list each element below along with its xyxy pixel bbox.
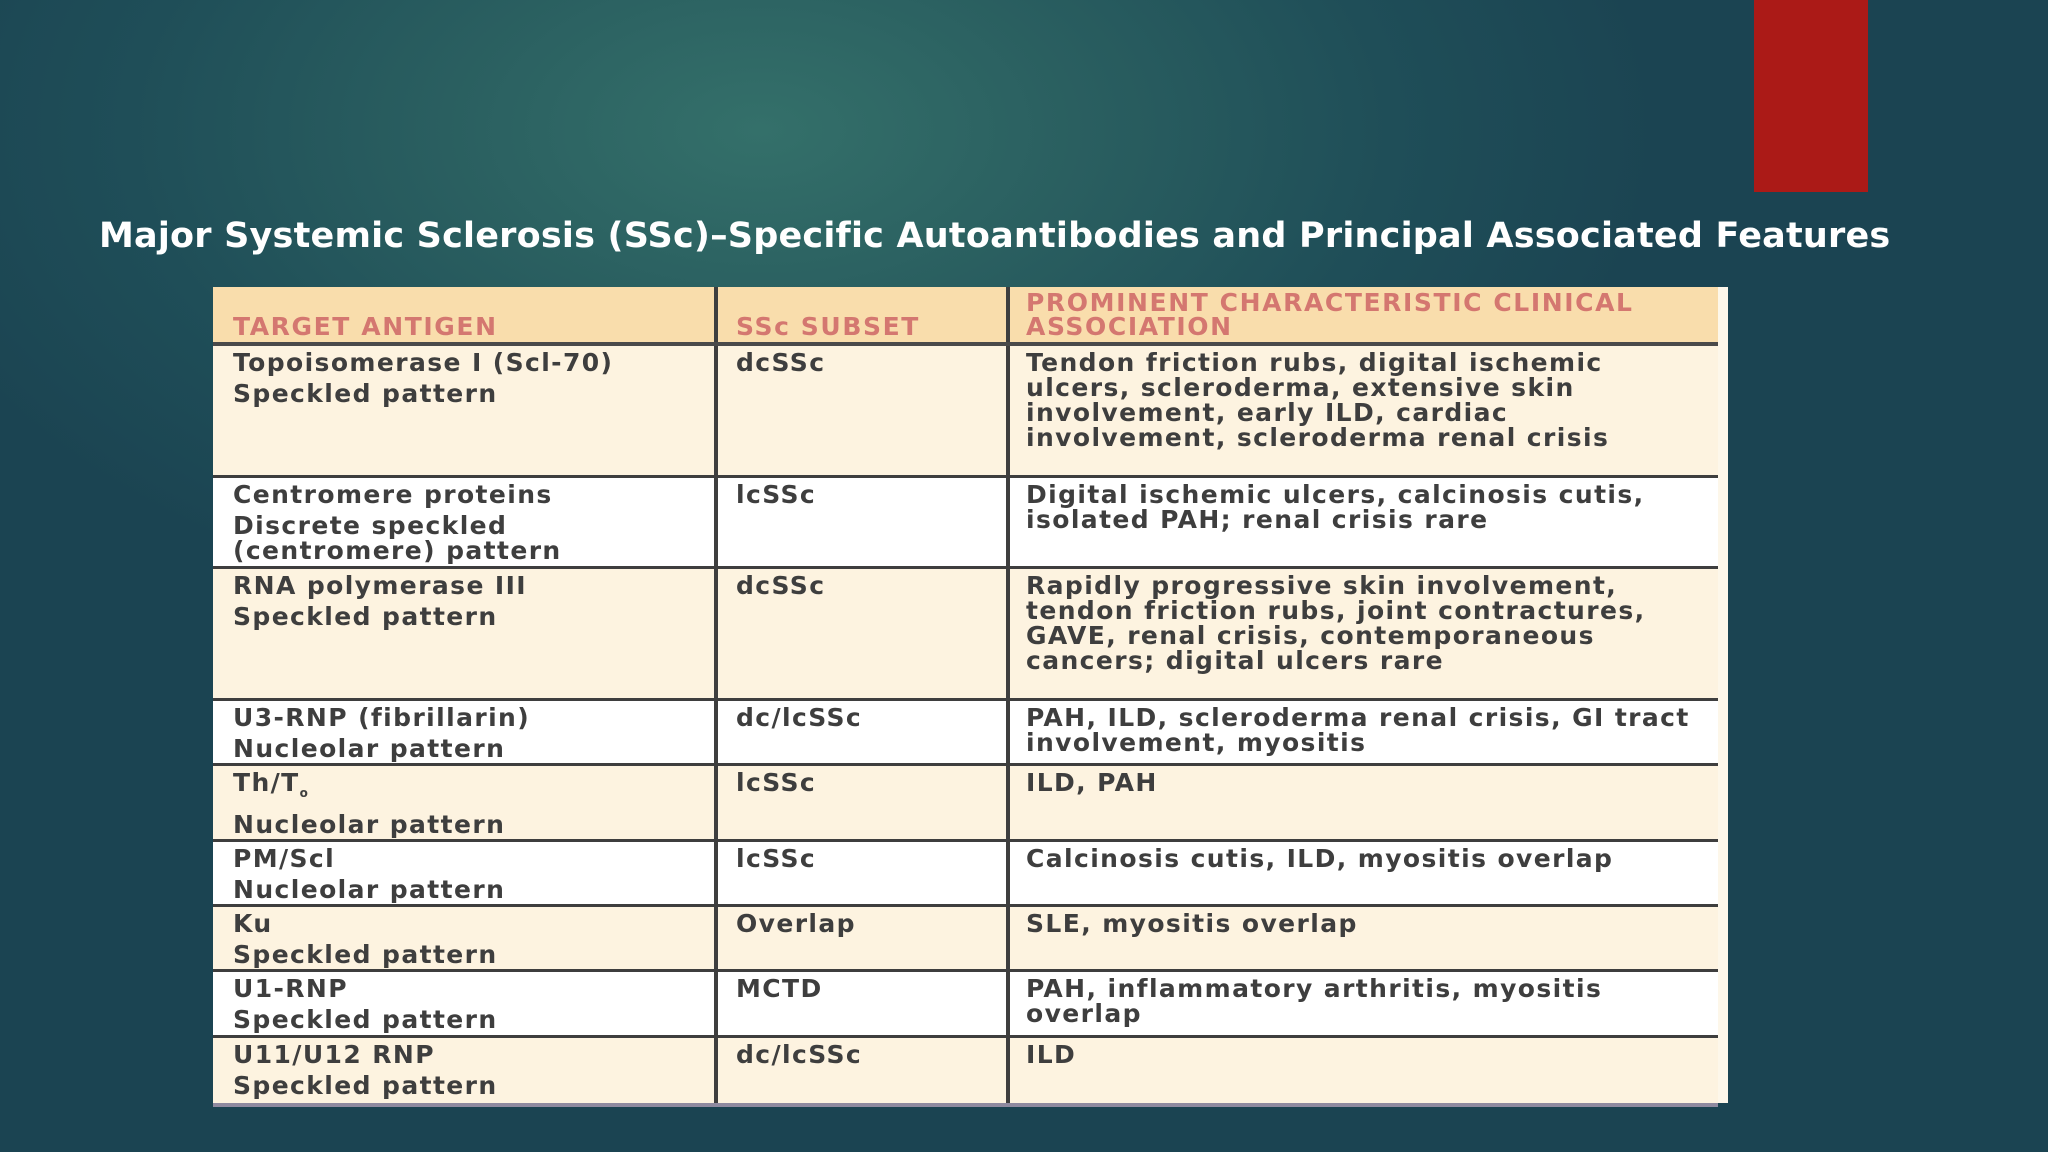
table-row (213, 764, 1718, 840)
cell-association: Rapidly progressive skin involvement, tendon friction rubs, joint contractures, GAVE, renal crisis, contemporaneous cancers; digital ulcers rare (1008, 567, 1718, 699)
table-row (213, 699, 1718, 764)
antigen-name: U1-RNP (233, 973, 348, 1003)
accent-rectangle (1754, 0, 1868, 192)
table-row (213, 970, 1718, 1036)
cell-subset: dcSSc (716, 344, 1008, 476)
antigen-name: U11/U12 RNP (233, 1039, 435, 1069)
cell-subset: lcSSc (716, 764, 1008, 840)
antigen-pattern: Discrete speckled (centromere) pattern (233, 510, 562, 565)
antigen-name: Topoisomerase I (Scl-70) (233, 348, 614, 377)
table-row (213, 567, 1718, 699)
header-clinical-association: PROMINENT CHARACTERISTIC CLINICAL ASSOCIATION (1008, 287, 1718, 344)
cell-antigen (213, 905, 716, 970)
antigen-name: PM/Scl (233, 843, 336, 873)
cell-association: PAH, ILD, scleroderma renal crisis, GI tract involvement, myositis (1008, 699, 1718, 764)
antigen-subscript: o (299, 785, 310, 800)
antigen-pattern: Speckled pattern (233, 1004, 498, 1034)
table-row (213, 344, 1718, 476)
cell-association: Digital ischemic ulcers, calcinosis cutis, isolated PAH; renal crisis rare (1008, 476, 1718, 567)
cell-subset: lcSSc (716, 840, 1008, 905)
cell-antigen (213, 764, 716, 840)
cell-association: SLE, myositis overlap (1008, 905, 1718, 970)
table-row (213, 905, 1718, 970)
antigen-pattern: Nucleolar pattern (233, 874, 506, 904)
antigen-pattern: Speckled pattern (233, 1070, 498, 1100)
cell-association: Tendon friction rubs, digital ischemic ulcers, scleroderma, extensive skin involvement, early ILD, cardiac involvement, scleroderma renal crisis (1008, 344, 1718, 476)
cell-subset: dc/lcSSc (716, 1036, 1008, 1105)
antigen-pattern: Nucleolar pattern (233, 809, 506, 839)
antigen-name: Ku (233, 908, 273, 938)
antigen-pattern: Speckled pattern (233, 601, 498, 631)
cell-antigen (213, 567, 716, 699)
table-row (213, 476, 1718, 567)
antigen-pattern: Speckled pattern (233, 379, 498, 408)
antigen-name: RNA polymerase III (233, 570, 528, 600)
slide-title: Major Systemic Sclerosis (SSc)–Specific Autoantibodies and Principal Associated Features (99, 216, 1891, 256)
table-header-row (213, 287, 1718, 344)
antigen-pattern: Speckled pattern (233, 939, 498, 969)
cell-association: PAH, inflammatory arthritis, myositis overlap (1008, 970, 1718, 1036)
cell-antigen (213, 344, 716, 476)
cell-subset: lcSSc (716, 476, 1008, 567)
cell-subset: dc/lcSSc (716, 699, 1008, 764)
cell-antigen (213, 970, 716, 1036)
antigen-name-base: Th/T (233, 767, 300, 797)
cell-association: Calcinosis cutis, ILD, myositis overlap (1008, 840, 1718, 905)
antigen-name: Centromere proteins (233, 479, 553, 509)
table-row (213, 1036, 1718, 1105)
cell-antigen (213, 699, 716, 764)
table-image (213, 287, 1728, 1103)
cell-antigen (213, 840, 716, 905)
cell-subset: MCTD (716, 970, 1008, 1036)
cell-antigen (213, 1036, 716, 1105)
antigen-name (233, 767, 704, 806)
table-row (213, 840, 1718, 905)
antigen-name: U3-RNP (fibrillarin) (233, 702, 531, 732)
cell-subset: dcSSc (716, 567, 1008, 699)
header-ssc-subset: SSc SUBSET (716, 287, 1008, 344)
cell-association: ILD (1008, 1036, 1718, 1105)
antigen-pattern: Nucleolar pattern (233, 733, 506, 763)
header-target-antigen: TARGET ANTIGEN (213, 287, 716, 344)
cell-subset: Overlap (716, 905, 1008, 970)
cell-antigen (213, 476, 716, 567)
cell-association: ILD, PAH (1008, 764, 1718, 840)
autoantibody-table (213, 287, 1718, 1107)
